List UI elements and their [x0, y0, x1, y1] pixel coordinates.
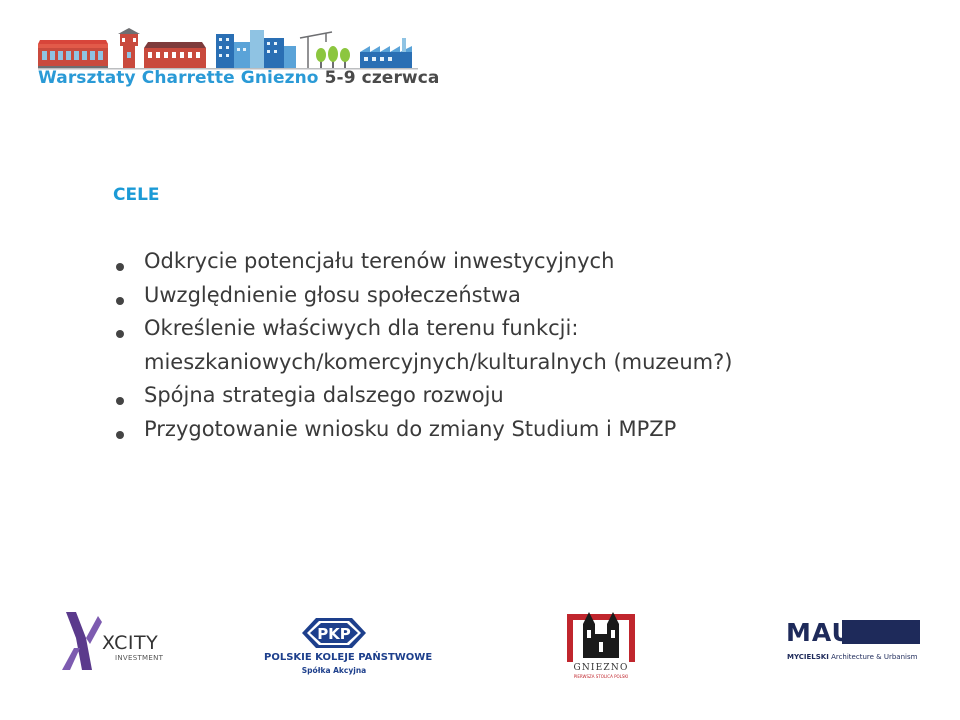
bullet-icon: [116, 263, 124, 271]
mau-sub-bold: MYCIELSKI: [787, 653, 829, 661]
pkp-mark-icon: [264, 616, 404, 652]
modern-factory-icon: [360, 38, 412, 68]
list-item: [113, 379, 873, 413]
water-tower-icon: [118, 28, 140, 68]
bullet-icon: [116, 431, 124, 439]
red-building-icon: [144, 42, 206, 68]
list-item-text: Spójna strategia dalszego rozwoju: [144, 383, 504, 407]
gniezno-name: GNIEZNO: [573, 663, 629, 673]
header-title: [38, 68, 439, 88]
header-title-dates: 5-9 czerwca: [324, 68, 440, 88]
section-heading: CELE: [113, 185, 160, 205]
mau-sub-rest: Architecture & Urbanism: [828, 653, 918, 661]
xcity-logo: [62, 612, 182, 672]
bullet-icon: [116, 330, 124, 338]
pkp-logo: [264, 616, 433, 678]
bullet-icon: [116, 397, 124, 405]
list-item: [113, 413, 873, 447]
mau-sub: [787, 653, 917, 661]
pkp-name: POLSKIE KOLEJE PAŃSTWOWE: [264, 652, 433, 663]
list-item: [113, 279, 873, 313]
mau-logo: [784, 618, 922, 666]
list-item: [113, 312, 873, 379]
list-item-text: Określenie właściwych dla terenu funkcji:: [144, 316, 579, 340]
factory-hall-icon: [38, 40, 108, 68]
list-item-text: Odkrycie potencjału terenów inwestycyjnych: [144, 249, 615, 273]
gniezno-sub: PIERWSZA STOLICA POLSKI: [573, 674, 629, 679]
gniezno-logo: [563, 608, 639, 682]
list-item: [113, 245, 873, 279]
crane-icon: [300, 32, 332, 68]
mau-name: MAU: [786, 618, 853, 647]
xcity-name: XCITY: [102, 632, 159, 654]
pkp-mark-text: PKP: [317, 625, 351, 643]
goals-list: [113, 245, 873, 446]
bullet-icon: [116, 297, 124, 305]
xcity-sub: INVESTMENT: [115, 654, 164, 662]
list-item-text: Uwzględnienie głosu społeczeństwa: [144, 282, 521, 307]
blue-blocks-icon: [216, 30, 296, 68]
header-buildings-illustration: [38, 24, 418, 70]
list-item-text: Przygotowanie wniosku do zmiany Studium i MPZP: [144, 416, 677, 441]
pkp-sub: Spółka Akcyjna: [301, 666, 367, 675]
header-title-main: Warsztaty Charrette Gniezno: [38, 68, 319, 88]
trees-icon: [316, 46, 350, 68]
xcity-mark-icon: [62, 612, 102, 672]
mau-bar: [842, 620, 920, 644]
gniezno-cathedral-icon: [563, 608, 639, 662]
list-item-text-continuation: mieszkaniowych/komercyjnych/kulturalnych (muzeum?): [144, 349, 733, 374]
